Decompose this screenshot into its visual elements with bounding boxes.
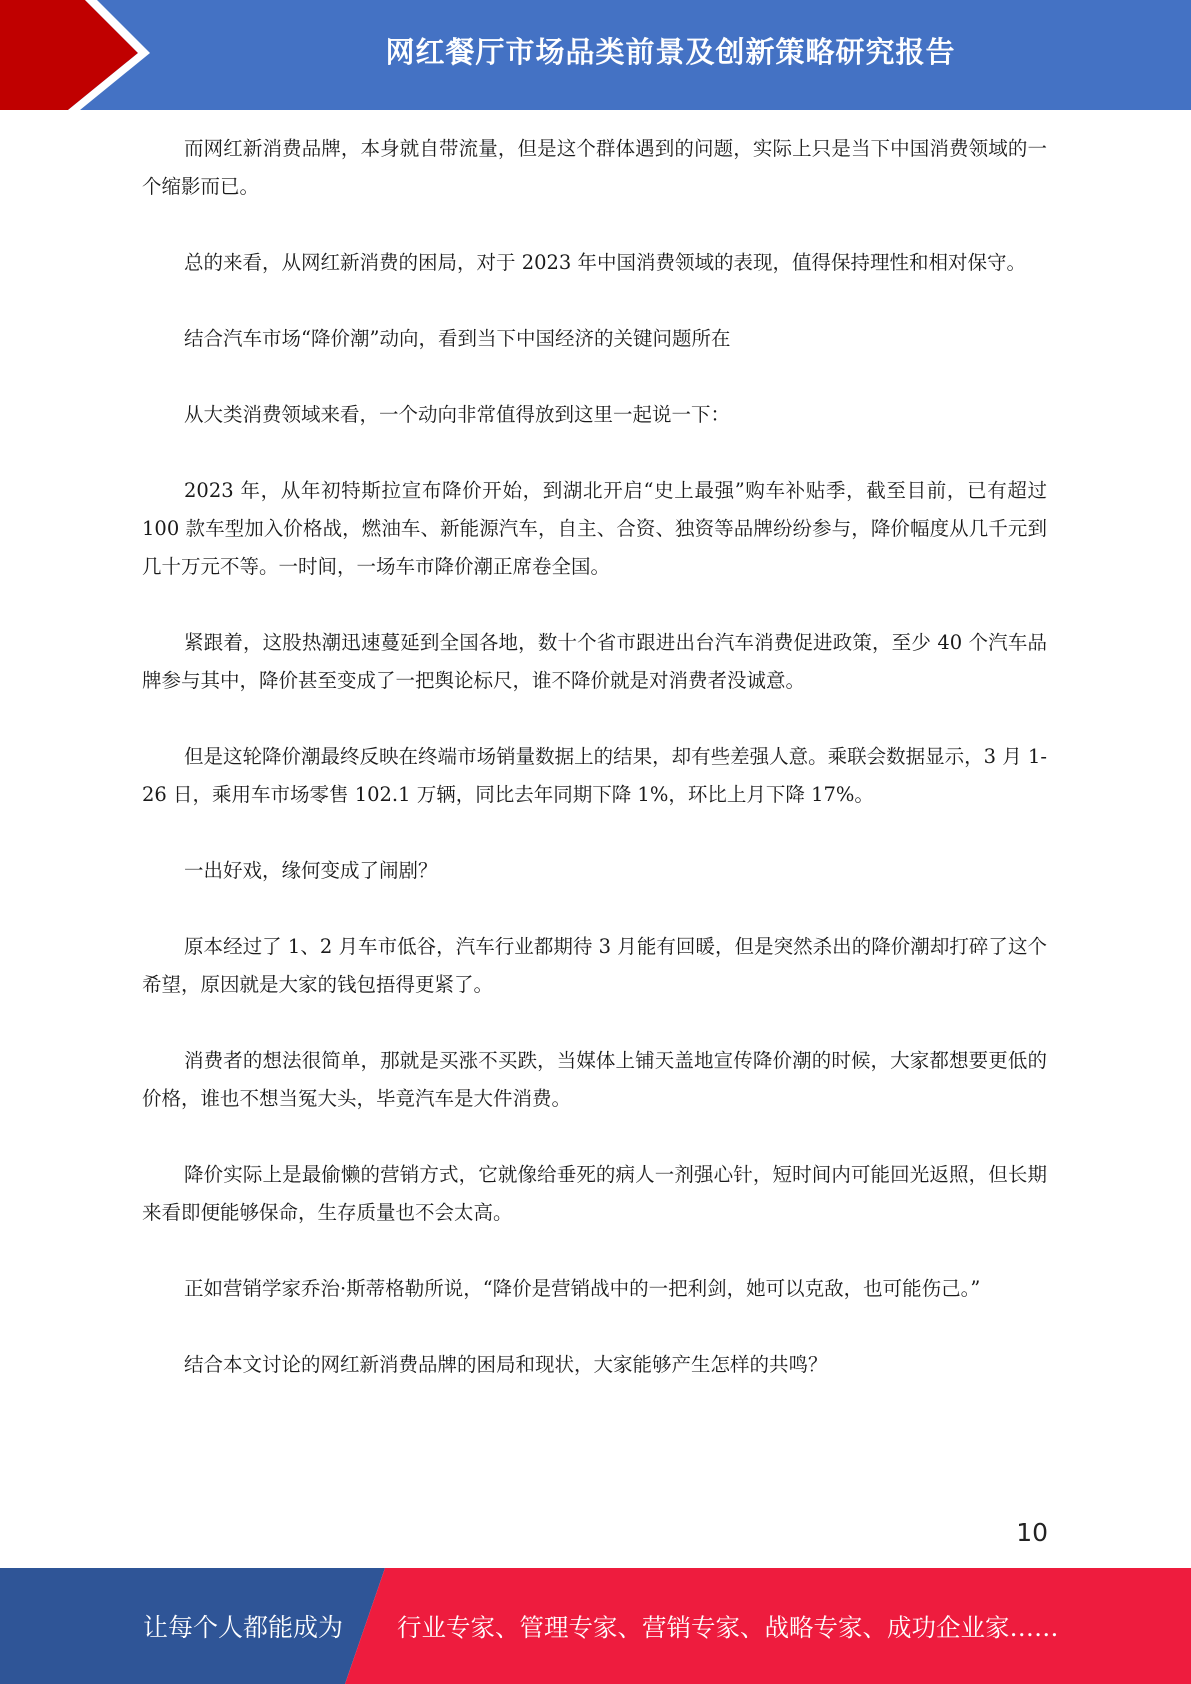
paragraph: 2023 年，从年初特斯拉宣布降价开始，到湖北开启“史上最强”购车补贴季，截至目前，已有超过 100 款车型加入价格战，燃油车、新能源汽车，自主、合资、独资等品牌纷纷参与，降价幅度从几千元到几十万元不等。一时间，一场车市降价潮正席卷全国。 bbox=[142, 479, 1047, 578]
body-text bbox=[142, 130, 1047, 1422]
paragraph: 结合本文讨论的网红新消费品牌的困局和现状，大家能够产生怎样的共鸣？ bbox=[184, 1353, 828, 1376]
paragraph: 总的来看，从网红新消费的困局，对于 2023 年中国消费领域的表现，值得保持理性和相对保守。 bbox=[184, 251, 1027, 274]
paragraph: 而网红新消费品牌，本身就自带流量，但是这个群体遇到的问题，实际上只是当下中国消费领域的一个缩影而已。 bbox=[142, 137, 1047, 198]
footer-slogan-right: 行业专家、管理专家、营销专家、战略专家、成功企业家…… bbox=[397, 1612, 1059, 1642]
page-header bbox=[0, 0, 1191, 110]
paragraph: 但是这轮降价潮最终反映在终端市场销量数据上的结果，却有些差强人意。乘联会数据显示，3 月 1-26 日，乘用车市场零售 102.1 万辆，同比去年同期下降 1%，环比上月下降 17%。 bbox=[142, 745, 1047, 806]
paragraph: 从大类消费领域来看，一个动向非常值得放到这里一起说一下： bbox=[184, 403, 731, 426]
paragraph: 原本经过了 1、2 月车市低谷，汽车行业都期待 3 月能有回暖，但是突然杀出的降价潮却打碎了这个希望，原因就是大家的钱包捂得更紧了。 bbox=[142, 935, 1047, 996]
paragraph: 消费者的想法很简单，那就是买涨不买跌，当媒体上铺天盖地宣传降价潮的时候，大家都想要更低的价格，谁也不想当冤大头，毕竟汽车是大件消费。 bbox=[142, 1049, 1047, 1110]
footer-slogan-left: 让每个人都能成为 bbox=[143, 1613, 344, 1642]
document-title: 网红餐厅市场品类前景及创新策略研究报告 bbox=[385, 34, 956, 69]
paragraph: 结合汽车市场“降价潮”动向，看到当下中国经济的关键问题所在 bbox=[184, 327, 731, 350]
paragraph: 紧跟着，这股热潮迅速蔓延到全国各地，数十个省市跟进出台汽车消费促进政策，至少 40 个汽车品牌参与其中，降价甚至变成了一把舆论标尺，谁不降价就是对消费者没诚意。 bbox=[142, 631, 1047, 692]
paragraph: 正如营销学家乔治·斯蒂格勒所说，“降价是营销战中的一把利剑，她可以克敌，也可能伤己。” bbox=[184, 1277, 981, 1300]
paragraph: 降价实际上是最偷懒的营销方式，它就像给垂死的病人一剂强心针，短时间内可能回光返照，但长期来看即便能够保命，生存质量也不会太高。 bbox=[142, 1163, 1047, 1224]
page-number: 10 bbox=[1016, 1518, 1048, 1547]
paragraph: 一出好戏，缘何变成了闹剧？ bbox=[184, 859, 438, 882]
page-footer bbox=[0, 1568, 1191, 1684]
header-red-chevron bbox=[0, 0, 160, 110]
